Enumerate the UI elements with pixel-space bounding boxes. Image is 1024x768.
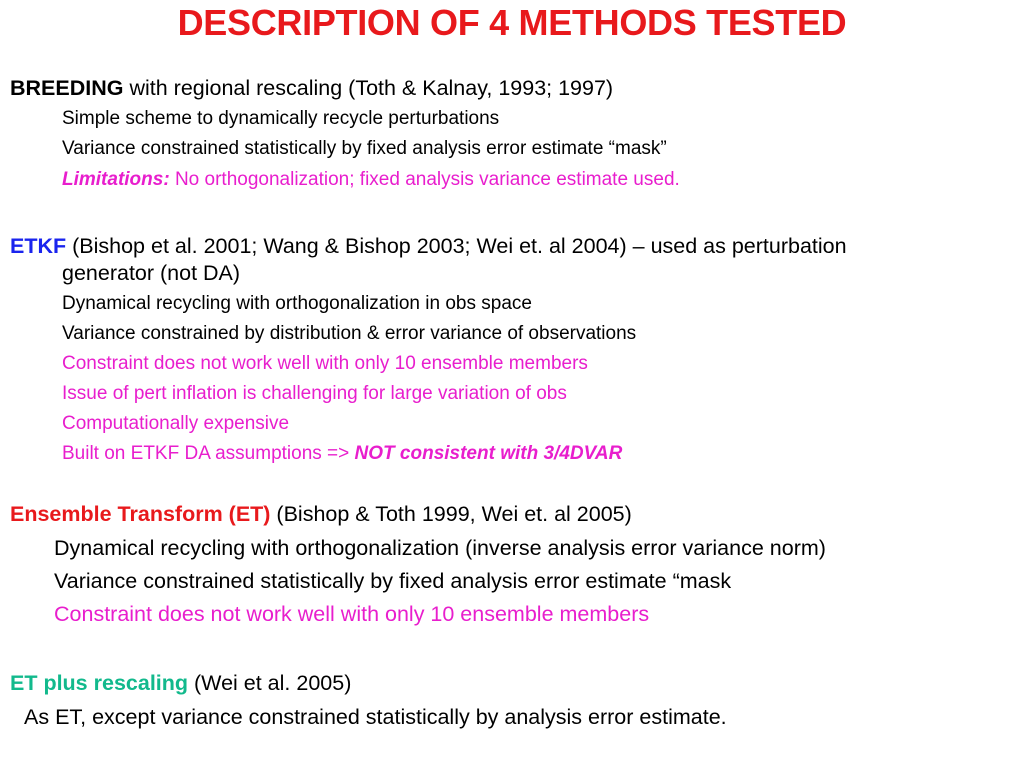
- et-point: Variance constrained statistically by fixed analysis error estimate “mask: [54, 569, 732, 593]
- limitations-text: No orthogonalization; fixed analysis variance estimate used.: [169, 169, 680, 190]
- etkf-issue: Constraint does not work well with only 10 ensemble members: [62, 353, 588, 374]
- et-name: Ensemble Transform (ET): [10, 502, 271, 526]
- breeding-name: BREEDING: [10, 76, 124, 100]
- etkf-issue: Computationally expensive: [62, 413, 290, 434]
- etkf-issue-last: [62, 443, 622, 465]
- etkf-desc: (Bishop et al. 2001; Wang & Bishop 2003; Wei et. al 2004) – used as perturbation: [66, 234, 847, 258]
- etkf-desc-continued: generator (not DA): [62, 261, 241, 285]
- etkf-point: Dynamical recycling with orthogonalization in obs space: [62, 293, 532, 314]
- etkf-last-prefix: Built on ETKF DA assumptions =>: [62, 443, 355, 464]
- limitations-label: Limitations:: [62, 169, 170, 190]
- et-point: Dynamical recycling with orthogonalization (inverse analysis error variance norm): [54, 536, 826, 560]
- breeding-point: Variance constrained statistically by fixed analysis error estimate “mask”: [62, 138, 667, 159]
- etkf-issue: Issue of pert inflation is challenging for large variation of obs: [62, 383, 567, 404]
- et-heading: [10, 502, 632, 527]
- etkf-name: ETKF: [10, 234, 67, 258]
- breeding-point: Simple scheme to dynamically recycle perturbations: [62, 108, 500, 129]
- et-plus-point: As ET, except variance constrained statistically by analysis error estimate.: [24, 705, 727, 729]
- etkf-last-emph: NOT consistent with 3/4DVAR: [354, 443, 623, 464]
- page-title: DESCRIPTION OF 4 METHODS TESTED: [177, 2, 847, 43]
- et-plus-name: ET plus rescaling: [10, 671, 189, 695]
- et-issue: Constraint does not work well with only 10 ensemble members: [54, 602, 650, 626]
- et-plus-heading: [10, 671, 351, 696]
- breeding-desc: with regional rescaling (Toth & Kalnay, 1993; 1997): [123, 76, 614, 100]
- etkf-point: Variance constrained by distribution & error variance of observations: [62, 323, 637, 344]
- et-desc: (Bishop & Toth 1999, Wei et. al 2005): [270, 502, 632, 526]
- etkf-heading: [10, 234, 847, 259]
- breeding-heading: [10, 76, 613, 101]
- breeding-limitations: [62, 169, 680, 191]
- et-plus-desc: (Wei et al. 2005): [188, 671, 352, 695]
